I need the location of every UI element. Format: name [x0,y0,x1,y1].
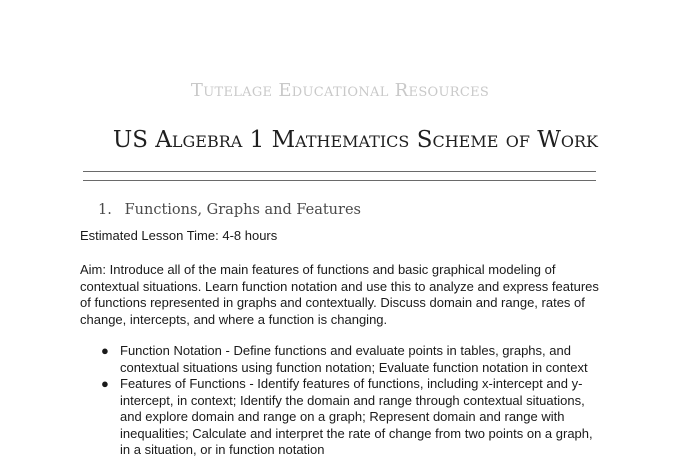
bullet-icon: ● [101,343,109,358]
divider-bottom [83,180,596,181]
list-item-text: Features of Functions - Identify features of functions, including x-intercept and y-intercept, in context; Identify the domain and range through contextual situations, and explore domain and range on a graph; Represent domain and range with inequalities; Calculate and interpret the rate of change from two points on a graph, in a situation, or in function notation [120,376,593,457]
document-title: US Algebra 1 Mathematics Scheme of Work [112,127,598,153]
section-number: 1. [98,202,112,218]
organization-name: Tutelage Educational Resources [190,80,490,101]
section-heading [98,202,361,218]
aim-paragraph: Aim: Introduce all of the main features of functions and basic graphical modeling of contextual situations. Learn function notation and use this to analyze and express features of functions represented in graphs and contextually. Discuss domain and range, rates of change, intercepts, and where a function is changing. [80,262,599,327]
topic-list [0,343,680,459]
bullet-icon: ● [101,376,109,391]
list-item [101,343,604,376]
lesson-time: Estimated Lesson Time: 4-8 hours [80,228,278,243]
section-title: Functions, Graphs and Features [124,202,361,218]
list-item-text: Function Notation - Define functions and evaluate points in tables, graphs, and contextual situations using function notation; Evaluate function notation in context [120,343,588,375]
list-item [101,376,604,459]
divider-top [83,171,596,172]
